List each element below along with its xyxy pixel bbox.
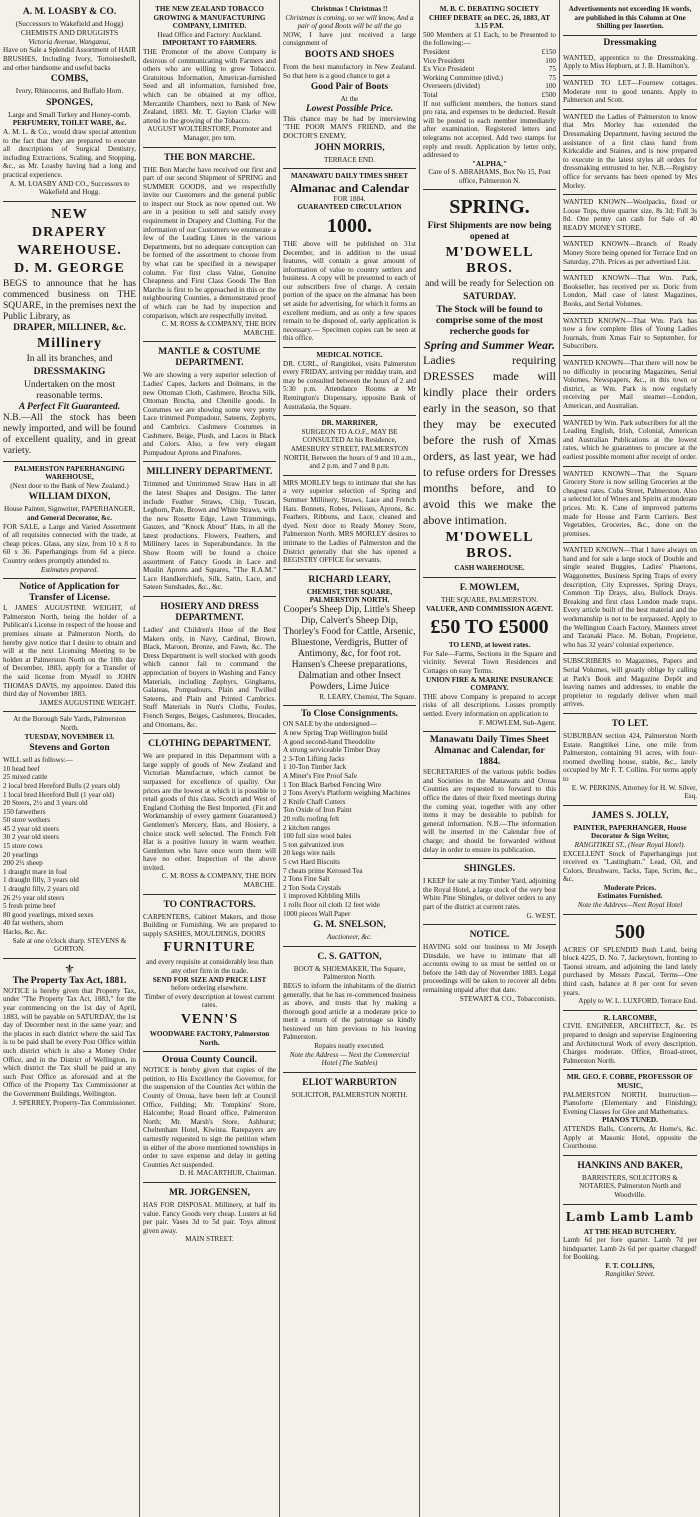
consign-list	[283, 729, 416, 918]
mowlem-ad	[423, 578, 556, 732]
prize-amount: £150	[541, 47, 556, 56]
consign-item: 1 rolls floor oil cloth 12 feet wide	[283, 900, 380, 909]
venn-sub: WOODWARE FACTORY, Palmerston North.	[149, 1030, 270, 1047]
mowlem-name: F. MOWLEM,	[459, 583, 520, 594]
consign-item: 2 Tons Avery's Platform weighing Machines	[283, 789, 411, 798]
stewart-body: HAVING sold our business to Mr Joseph Dinsdale, we have to intimate that all accounts owing to us must be settled on or before the 14th day of November 1883. Legal proceedings will be taken to recover all debts remaining unpaid after that date.	[423, 943, 556, 995]
contractors-heading: TO CONTRACTORS.	[163, 899, 256, 910]
gatton-name: C. S. GATTON,	[317, 951, 382, 962]
venn-ad	[143, 895, 276, 1053]
warburton-name: ELIOT WARBURTON	[302, 1077, 397, 1088]
tax-signature: J. SPERREY, Property-Tax Commissioner.	[12, 1098, 136, 1107]
dixon-trade: House Painter, Signwriter, PAPERHANGER,	[4, 505, 135, 514]
wanted-8: WANTED KNOWN—That there will now be no difficulty in procuring Magazines, Serial Volumes, Newspapers, &c., in this town or district, as Wm. Park is now regularly receiving per Mail steamer—London, American, and Australian.	[563, 356, 697, 416]
dress-sub: Undertaken on the most reasonable terms.	[23, 379, 116, 401]
consign-item: 2 3-Ton Lifting Jacks	[283, 754, 345, 763]
note-address: Note the Address—Next Royal Hotel	[577, 901, 683, 910]
luxford-ad	[563, 915, 697, 1011]
larcombe-name: R. LARCOMBE,	[603, 1013, 657, 1022]
tobacco-signature: AUGUST WOLTERSTORF, Promoter and Manager, pro tem.	[147, 125, 272, 142]
almanac-year: FOR 1884.	[333, 194, 366, 203]
larcombe-body: CIVIL ENGINEER, ARCHITECT, &c. IS prepared to design and supervise Engineering and Architectural Work of every description. Charges moderate. Office, Broad-street, Palmerston North.	[563, 1022, 697, 1065]
times2-body: SECRETARIES of the various public bodies and Societies in the Manawatu and Oroua Counties are requested to forward to this office the dates of their fixed meetings during the coming year, together with any other items it may be desirable to publish for general information. N.B.—The information will be inserted in the Calendar free of charge; and should be forwarded without delay in order to ensure its publication.	[423, 768, 556, 854]
jorgensen-title: MR. JORGENSEN,	[168, 1187, 251, 1198]
consign-item: 5 ton galvanized iron	[283, 840, 344, 849]
stock-item: 45 2 year old steers	[3, 824, 59, 833]
contractors-body: CARPENTERS, Cabinet Makers, and those Building or Furnishing. We are prepared to supply SASHES, MOULDINGS, DOORS	[143, 912, 276, 938]
consignments-ad	[283, 706, 416, 946]
leary-name: RICHARD LEARY,	[308, 574, 391, 585]
dressmaking-heading-5: Dressmaking	[603, 37, 657, 48]
larcombe-ad	[563, 1011, 697, 1071]
stock-item: 20 yearlings	[3, 850, 39, 859]
stevens-signature: Sale at one o'clock sharp. STEVENS & GORTON.	[12, 936, 127, 954]
tobacco-ad	[143, 2, 276, 148]
shingles-ad	[423, 859, 556, 925]
times-sheet: MANAWATU DAILY TIMES SHEET	[290, 172, 409, 181]
license-body: I, JAMES AUGUSTINE WEIGHT, of Palmerston North, being the holder of a Publican's License in respect of the house and premises situate at Palmerston North, do hereby give notice that I desire to obtain and will at the next Licensing Meeting to be holden at Palmerston North on the 10th day of December, 1883, apply for a Transfer of the said license from Myself to JOHN THOMAS DAVIS, my appointee. Dated this third day of November 1883.	[3, 604, 136, 699]
hankins-ad	[563, 1156, 697, 1205]
george-name: D. M. GEORGE	[14, 260, 125, 276]
clothing-ad	[143, 734, 276, 895]
prize-row	[423, 74, 556, 83]
mowlem-valuer: VALUER, AND COMMISSION AGENT.	[426, 604, 553, 613]
marriner-body: SURGEON TO A.O.F., MAY BE CONSULTED At his Residence, AMESBURY STREET, PALMERSTON NORTH, Between the hours of 9 and 10 a.m., and 2 p.m. and 7 and 8 p.m.	[283, 427, 416, 471]
union-title: UNION FIRE & MARINE INSURANCE COMPANY.	[426, 675, 553, 693]
medical-ad	[283, 348, 416, 416]
lamb-body: Lamb 6d per fore quarter. Lamb 7d per hindquarter. Lamb 2s 6d per quarter charged! for Booking.	[563, 1236, 697, 1262]
furniture-body: and every requisite at considerably less than any other firm in the trade.	[146, 958, 273, 976]
boots-body: From the best manufactory in New Zealand. So that here is a good chance to get a	[283, 62, 416, 80]
medical-body: DR. CURL, of Rangitikei, visits Palmerston every FRIDAY, arriving per midday train, and may be consulted between the hours of 2 and 5:30 p.m. Attendance Rooms at Mr Remington's Dispensary, opposite Bank of Australasia, the Square.	[283, 359, 416, 411]
tobacco-office: Head Office and Factory: Auckland.	[157, 30, 262, 39]
mantle-title: MANTLE & COSTUME DEPARTMENT.	[158, 347, 261, 369]
stock-found: The Stock will be found to comprise some of the most recherche goods for	[435, 305, 544, 338]
consign-item: Ton Oxide of Iron Paint	[283, 806, 352, 815]
loasby-address: Victoria Avenue, Wanganui,	[28, 36, 111, 46]
mantle-body: We are showing a very superior selection of Ladies' Capes, Jackets and Dolmans, in the new Ottoman Cloth, Cashmere, Brocha Silk, Ottoman Brocha, and Chenille goods. In Costumes we are showing some very pretty Lace trimmed Pompadour, Sateens, Zephyrs, and Cambrics. Cashmere Costumes in Cashmere, Beige, Plush, and Laces in Black and Colors. Also, a few very elegant Pompadour Aprons and Pinafores.	[143, 371, 276, 457]
bon-marche-body: THE Bon Marche have received our first and part of our second Shipment of SPRING and SUMMER GOODS, and we respectfully invite our Customers and the general public to inspect our Stock as now opened out. We are in a position to sell and satisfy every requirement in Drapery and Clothing. For the information of our Customers we enumerate a few of the Leading Lines in the various Departments, but no adequate conception can be formed of the assortment to choose from by what can be specified in a newspaper column. For first class Value, Genuine Cheapness and First Class Goods The Bon Marche is first to be approached in this or the neighbouring Counties, a demonstrated proof of which can be had by inspection and comparison, which are respectfully invited.	[143, 165, 276, 320]
column-4	[420, 0, 560, 1517]
stock-item: 50 store wethers	[3, 816, 51, 825]
circulation-number: 1000.	[327, 214, 372, 237]
prize-row	[423, 91, 556, 100]
wanted-3: WANTED the Ladies of Palmerston to know that Mrs Morley has extended the Dressmaking Department, having secured the assistance of a first class hand from Kirkcaldie and Staines, and is now prepared to execute in the latest styles all orders for dressmaking entrusted to her. N.B.—Registry office for servants has been opened by Mrs Morley.	[563, 110, 697, 195]
consign-item: 100 full size wool bales	[283, 832, 352, 841]
prize-label: Vice President	[423, 56, 465, 65]
prize-label: Total	[423, 90, 438, 99]
mdowell-ad	[423, 190, 556, 578]
consign-item: 2 kitchen ranges	[283, 823, 331, 832]
gatton-ad	[283, 947, 416, 1073]
suburban-body: SUBURBAN section 424, Palmerston North Estate. Rangitikei Line, one mile from Palmerston, containing 91 acres, with four-roomed dwelling house, stable, &c., lately occupied by Mr F. T. Collins. For terms apply to	[563, 731, 697, 783]
george-body: BEGS to announce that he has commenced business on THE SQUARE, in the premises next the Public Library, as	[3, 278, 136, 322]
stock-item: 1 draught filly, 3 years old	[3, 876, 79, 885]
consign-item: 5 cwt Hard Biscuits	[283, 857, 340, 866]
almanac-title: Almanac and Calendar	[289, 180, 410, 195]
times-calendar-ad	[423, 732, 556, 859]
morris-ad	[283, 2, 416, 169]
stock-item: 200 2½ sheep	[3, 859, 43, 868]
mdowell-name: M'DOWELL BROS.	[445, 245, 534, 277]
five-hundred: 500	[615, 920, 645, 943]
attends-body: ATTENDS Balls, Concerts, At Home's, &c. Apply at Masonic Hotel, opposite the Courthouse.	[563, 1124, 697, 1151]
stock-item: Hacks, &c. &c.	[3, 928, 48, 937]
xmas-rhyme: Christmas is coming, so we will know, And a pair of good Boots will be all the go	[285, 13, 414, 31]
cash-warehouse: CASH WAREHOUSE.	[454, 564, 525, 573]
oroua-body: NOTICE is hereby given that copies of the petition, to His Excellency the Governor, for the suspension of the Counties Act within the County of Oroua, have been left at Council Office, Feilding; Mr. Tompkins' Store, Halcombe; Road Board office, Palmerston North; Mr. Marsh's Store, Ashhurst; Cheltenham Hotel, Kiwitea. Ratepayers are earnestly requested to sign the petition when in either of the above mentioned townships in order to save expense and delay in getting Counties Act suspended.	[143, 1066, 276, 1169]
stock-item: 150 fatwethers	[3, 807, 46, 816]
loasby-dentistry: A. M. L. & Co., would draw special attention to the fact that they are prepared to execute all descriptions of Surgical Dentistry, including Extractions, Scaling, and Stopping, &c., as Mr. Loasby having had a long and practical experience.	[3, 127, 136, 179]
consign-item: 1 Ton Black Barbed Fencing Wire	[283, 780, 382, 789]
george-nb: N.B.—All the stock has been newly imported, and will be found of excellent quality, and in great variety.	[3, 412, 136, 456]
gatton-repairs: Repairs neatly executed.	[314, 1042, 385, 1051]
millinery-dept-body: Trimmed and Untrimmed Straw Hats in all the latest Shapes and Designs. The latter include Feather Straws, Chip, Tuscan, Leghorn, Pale, Brown and White Straws, with the new Rosette Edge, Lawn Trimmings, Gauzes, and "Knock About" Hats, in all the latest productions. Flowers, Feathers, and Millinery laces in Superabundance. In the Show Room will be found a choice assortment of Fancy Goods in Lace and Muslin Aprons and Squares, "The R.A.M." Lace Handkerchiefs, Silk, Satin, Lace, and Sateen Sunshades, &c., &c.	[143, 480, 276, 592]
debate-date: CHIEF DEBATE on DEC. 26, 1883, AT 3.15 P.M.	[428, 13, 551, 31]
cobbe-body: PALMERSTON NORTH. Instruction—Pianoforte (Elementary and Finishing); Evening Classes for Glee and Mathematics.	[563, 1090, 697, 1116]
hosiery-body: Ladies' and Children's Hose of the Best Makers only, in Navy, Cardinal, Brown, Black, Maroon, Bronze, and Fawn, &c. The Dress Department is well stocked with goods which cannot fail to command the appreciation of buyers in Washing and Fancy Materials, including Zephyrs, Ginghams, Galateas, Pompadours, Plain and Twilled Sateens, and Plain and Printed Cambrics. Stuff Materials in Nun's Cloths, Foules, French Serges, Beiges, Cashmeres, Brocades, and Ottomans, &c.	[143, 626, 276, 729]
column-1	[0, 0, 140, 1517]
loasby-signature: A. M. LOASBY AND CO., Successors to Wakefield and Hogg.	[9, 179, 130, 197]
tobacco-body: THE Promoter of the above Company is desirous of communicating with Farmers and others who are willing to grow Tobacco. Gratuitous Information, American-furnished Seed and all information, furnished free, which can be obtained at my office, Mercantile Chambers, next to Bank of New Zealand, 1883. Mr. T. Gayton Clarke will attend to the growing of the Tobacco.	[143, 47, 276, 125]
dixon-decorator: and General Decorator, &c.	[27, 514, 112, 523]
wanted-10: WANTED KNOWN—That the Square Grocery Store is now selling Groceries at the cheapest rates. Cuba Street, Palmerston. Also a selected lot of Wines and Spirits at moderate prices. Mr. K. Cane of improved patterns made for House and Farm Carriers. Best Vegetables, Groceries, &c., done on the premises.	[563, 467, 697, 544]
jorgensen-body: HAS FOR DISPOSAL Millinery, at half its value. Fancy Goods very cheap. Lusters at 6d per pair. Vases 3d to 5d pair. Toys almost given away.	[143, 1200, 276, 1235]
stock-item: 40 fat wethers, shorn	[3, 919, 64, 928]
drapery-heading: DRAPERY	[32, 224, 107, 240]
jolly-ad	[563, 806, 697, 915]
dixon-name: WILLIAM DIXON,	[28, 492, 111, 503]
paperhanging-sub: (Next door to the Bank of New Zealand.)	[10, 481, 129, 490]
spring-heading: SPRING.	[449, 196, 530, 219]
stevens-ad	[3, 712, 136, 958]
stewart-notice	[423, 925, 556, 1007]
jorgensen-address: MAIN STREET.	[185, 1235, 234, 1244]
acres-body: ACRES OF SPLENDID Bush Land, being block 4225, D. No. 7, Jackeytown, fronting to Taonui stream, and adjoining the land lately purchased by Messrs Pascal, Terms—One third cash, balance at 8 per cent for seven years.	[563, 945, 697, 997]
consign-item: 20 kegs wire nails	[283, 849, 336, 858]
shingles-signature: G. WEST.	[526, 911, 556, 920]
good-pair: Good Pair of Boots	[310, 82, 389, 93]
spring-summer: Spring and Summer Wear.	[424, 338, 555, 353]
debating-ad	[423, 2, 556, 190]
lend-line: TO LEND, at lowest rates.	[448, 641, 531, 650]
warburton-ad	[283, 1073, 416, 1104]
loasby-title: A. M. LOASBY & CO.	[22, 7, 117, 17]
consign-item: 1 10-Ton Timber Jack	[283, 763, 347, 772]
money-heading: £50 TO £5000	[430, 616, 549, 639]
dixon-estimates: Estimates prepared.	[40, 565, 99, 574]
millinery-heading: Millinery	[37, 335, 102, 351]
alpha-name: "ALPHA,"	[472, 159, 507, 168]
wanted-1: WANTED, apprentice to the Dressmaking. Apply to Miss Hepburn, at J. B. Hamilton's.	[563, 51, 697, 76]
jolly-address: RANGITIKEI ST., (Near Royal Hotel).	[574, 840, 686, 849]
rates-notice	[563, 2, 697, 36]
consign-item: A new Spring Trap Wellington build	[283, 729, 388, 738]
consign-item: 1000 pieces Wall Paper	[283, 909, 351, 918]
luxford-signature: Apply to W. L. LUXFORD, Terrace End.	[578, 997, 697, 1006]
almanac-ad	[283, 169, 416, 348]
perfumery-line: PERFUMERY, TOILET WARE, &c.	[12, 119, 127, 128]
alpha-address: Care of S. ABRAHAMS, Box No 15, Post office, Palmerston N.	[428, 168, 551, 185]
consign-item: 1 improved Kibbling Mills	[283, 892, 361, 901]
prize-row	[423, 65, 556, 74]
stock-item: 26 2½ year old steers	[3, 893, 65, 902]
cobbe-ad	[563, 1070, 697, 1155]
prize-row	[423, 48, 556, 57]
farmers-heading: IMPORTANT TO FARMERS.	[162, 39, 257, 48]
clothing-body: We are prepared in this Department with a large supply of goods of New Zealand and Victorian Manufacture, which cannot be surpassed for excellence of quality. Our prices are the lowest at which it is possible to retail goods of this class. Scotch and West of England Clothing the Best Imported. (Fit and Workmanship of every garment Guaranteed.) Gentlemen's Mercery, Hats, and Hosiery, a choice stock well selected. The French Felt Hat is a positive luxury in warm weather. Gentlemen who have once worn them will have no other. Inspection of the above invited.	[143, 752, 276, 872]
prize-amount: 75	[548, 73, 556, 82]
lamb-heading: Lamb Lamb Lamb	[565, 1209, 695, 1225]
hankins-sub: BARRISTERS, SOLICITORS & NOTARIES, Palmerston North and Woodville.	[579, 1173, 681, 1199]
pianos-tuned: PIANOS TUNED.	[602, 1116, 658, 1125]
paperhanging-title: PALMERSTON PAPERHANGING WAREHOUSE,	[14, 464, 125, 482]
bon-marche-ad	[143, 148, 276, 343]
lowest-price: Lowest Possible Price.	[305, 103, 394, 114]
marriner-ad	[283, 416, 416, 476]
prize-row	[423, 57, 556, 66]
mdowell-name-2: M'DOWELL BROS.	[445, 530, 534, 562]
butchery-line: AT THE HEAD BUTCHERY.	[583, 1227, 677, 1236]
millinery-dept-ad	[143, 462, 276, 597]
prize-label: President	[423, 47, 450, 56]
consign-title: To Close Consignments.	[300, 709, 399, 720]
snelson-name: G. M. SNELSON,	[313, 920, 386, 931]
boots-heading: BOOTS AND SHOES	[304, 49, 395, 60]
collins-address: Rangitikei Street.	[605, 1270, 655, 1279]
gatton-sub: BOOT & SHOEMAKER, The Square, Palmerston North.	[293, 964, 406, 982]
leary-ad	[283, 570, 416, 707]
boots-body-3: This chance may be had by interviewing "THE POOR MAN'S FRIEND, and the DOCTOR'S ENEMY,	[283, 114, 416, 140]
wanted-11: WANTED KNOWN—That I have always on hand and for sale a large stock of Double and single seated Buggies, Ladies' Phaetons, Waggonettes, Business Spring Traps of every description, City Expresses, Spring Drays, Common Tip Drays, also, Bullock Drays. Breaking and first class London made traps. Every article built of the best material and the workmanship is not to be surpassed. Apply to the Wellington Coach Factory, Manners street and Taranaki Place. M. Bohan, Proprietor, who has 32 years' colonial experience.	[563, 543, 697, 654]
george-ad	[3, 202, 136, 462]
stevens-title: Stevens and Gorton	[29, 743, 110, 754]
almanac-body: THE above will be published on 31st December, and in addition to the usual features, will contain a great amount of information of value to country settlers and business. A copy will be presented to each of our subscribers free of charge. A certain portion of the space on the almanac has been set aside for advertising, for which it forms an excellent medium, and as only a few spaces remain to be disposed of, early application is necessary.— Specimen copies can be seen at this office.	[283, 239, 416, 343]
circulation-label: GUARANTEED CIRCULATION	[297, 203, 402, 212]
warburton-title: SOLICITOR, PALMERSTON NORTH.	[291, 1090, 408, 1099]
prize-label: Overseers (divided)	[423, 82, 480, 91]
combs-heading: COMBS,	[50, 74, 89, 85]
consign-item: A strong serviceable Timber Dray	[283, 746, 381, 755]
stock-item: 1 local bred Hereford Bull (1 year old)	[3, 790, 115, 799]
sale-date: TUESDAY, NOVEMBER 13.	[24, 732, 115, 741]
stock-item: 2 local bred Hereford Bulls (2 years old)	[3, 781, 120, 790]
bon-marche-title: THE BON MARCHE.	[163, 152, 256, 163]
prize-amount: 100	[545, 82, 556, 91]
draper-line: DRAPER, MILLINER, &c.	[13, 322, 126, 333]
ready-line: and will be ready for Selection on	[425, 279, 554, 290]
cobbe-name: MR. GEO. F. COBBE, PROFESSOR OF MUSIC,	[566, 1073, 694, 1090]
license-notice	[3, 579, 136, 712]
wanted-6: WANTED KNOWN—That Wm. Park, Bookseller, has received per ss. Doric from London, Mail case of latest Magazines, Books, and Serial Volumes.	[563, 271, 697, 313]
saturday-heading: SATURDAY.	[463, 292, 516, 303]
oroua-ad	[143, 1052, 276, 1183]
clothing-signature: C. M. ROSS & COMPANY, THE BON MARCHE.	[161, 872, 276, 890]
morris-name: JOHN MORRIS,	[314, 142, 385, 153]
tax-title: The Property Tax Act, 1881.	[12, 975, 127, 986]
consign-item: 20 rolls roofing felt	[283, 815, 340, 823]
dresses-body: Ladies requiring DRESSES made will kindly place their orders early in the season, so that they may be executed before the rush of Xmas orders, as last year, we had to refuse orders for Dresses months before, and to avoid this we make the above intimation.	[423, 353, 556, 528]
wanted-7: WANTED KNOWN—That Wm. Park has now a few complete files of Young Ladies Journals, from Xmas Fair to September, for Subscribers.	[563, 314, 697, 356]
stock-item: 30 2 year old steers	[3, 833, 59, 842]
leary-dips: Cooper's Sheep Dip, Little's Sheep Dip, Calvert's Sheep Dip, Thorley's Food for Cattle, Arsenic, Bluestone, Verdigris, Butter of Antimony, &c, for foot rot. Hansen's Cheese preparations, Dalmatian and other Insect Powders, Lime Juice	[283, 604, 416, 692]
prize-amount: £500	[541, 90, 556, 99]
stock-item: 20 Steers, 2½ and 3 years old	[3, 799, 88, 808]
millinery-dept-title: MILLINERY DEPARTMENT.	[146, 467, 273, 478]
prize-amount: 100	[545, 56, 556, 65]
debate-members: 500 Members at £1 Each, to be Presented to the following:—	[423, 30, 556, 48]
union-signature: F. MOWLEM, Sub-Agent.	[478, 718, 556, 727]
union-body: THE above Company is prepared to accept risks of all descriptions. Losses promptly settled. Every information on application to	[423, 692, 556, 718]
coat-of-arms-icon: ⚜	[64, 961, 75, 976]
combs-body: Ivory, Rhinoceros, and Buffalo Horn.	[15, 87, 124, 96]
hosiery-ad	[143, 597, 276, 734]
oroua-title: Oroua County Council.	[161, 1055, 258, 1066]
license-signature: JAMES AUGUSTINE WEIGHT.	[39, 698, 136, 707]
sale-yards: At the Borough Sale Yards, Palmerston North.	[13, 715, 126, 732]
at-the: At the	[340, 95, 359, 104]
morley-ad	[283, 476, 416, 570]
timber-line: Timber of every description at lowest current rates.	[144, 992, 275, 1010]
wanted-5: WANTED KNOWN—Branch of Ready Money Store being opened for Terrace End on Saturday, 27th. Prices as per advertised List.	[563, 237, 697, 271]
medical-title: MEDICAL NOTICE.	[316, 351, 383, 360]
jolly-body: EXCELLENT Stock of Paperhangings just received ex "Lastingham." Lead, Oil, and Colors, Brushware, Tacks, Tape, Scrim, &c., &c.	[563, 849, 697, 884]
snelson-sub: Auctioneer, &c.	[327, 933, 372, 942]
subscribers-notice: SUBSCRIBERS to Magazines, Papers and Serial Volumes, will greatly oblige by calling at Park's Book and Magazine Depôt and leaving names and addresses, to enable the proprietor to regularly deliver when mail arrives.	[563, 654, 697, 714]
new-heading: NEW	[51, 206, 88, 222]
consign-item: 2 Knife Chaff Cutters	[283, 797, 346, 806]
column-2	[140, 0, 280, 1517]
leary-chemist: CHEMIST, THE SQUARE, PALMERSTON NORTH.	[306, 587, 393, 605]
jolly-trade: PAINTER, PAPERHANGER, House Decorator & Sign Writer,	[573, 823, 687, 841]
collins-ad	[563, 1205, 697, 1284]
leary-signature: R. LEARY, Chemist, The Square.	[319, 692, 416, 701]
stewart-signature: STEWART & CO., Tobacconists.	[459, 994, 556, 1003]
tobacco-title: THE NEW ZEALAND TOBACCO GROWING & MANUFACTURING COMPANY, LIMITED.	[153, 5, 266, 31]
column-5	[560, 0, 700, 1517]
clothing-title: CLOTHING DEPARTMENT.	[148, 739, 271, 750]
consign-item: A good second-hand Theodolite	[283, 737, 375, 746]
gatton-note: Note the Address — Next the Commercial Hotel (The Stables)	[289, 1050, 410, 1068]
venn-name: VENN'S	[180, 1012, 239, 1027]
mowlem-address: THE SQUARE, PALMERSTON.	[440, 596, 539, 605]
mantle-ad	[143, 342, 276, 462]
to-let-ad	[563, 714, 697, 806]
hosiery-title: HOSIERY AND DRESS DEPARTMENT.	[160, 602, 259, 624]
stock-item: 80 good yearlings, mixed sexes	[3, 910, 94, 919]
jorgensen-ad	[143, 1183, 276, 1248]
send-for-list: SEND FOR SIZE AND PRICE LIST	[152, 975, 267, 984]
dixon-ad	[3, 462, 136, 580]
millinery-sub: In all its branches, and	[26, 353, 113, 364]
stevens-sub: WILL sell as follows:—	[3, 756, 73, 765]
spring-body: First Shipments are now being opened at	[427, 221, 552, 243]
consign-item: 2 Ton Soda Crystals	[283, 883, 341, 892]
moderate-prices: Moderate Prices.	[603, 883, 657, 892]
sponges-heading: SPONGES,	[46, 97, 93, 108]
shingles-title: SHINGLES.	[464, 864, 515, 875]
to-let-title: TO LET.	[611, 718, 649, 729]
times2-title: Manawatu Daily Times Sheet Almanac and Calendar, for 1884.	[429, 735, 550, 768]
prize-amount: 75	[548, 65, 556, 74]
wanted-9: WANTED by Wm. Park subscribers for all the Leading English, Irish, Colonial, American and Australian Publications at the lowest rates, which he guarantees to procure at the earliest possible moment after receipt of order.	[563, 416, 697, 467]
debating-title: M. B. C. DEBATING SOCIETY	[439, 5, 540, 13]
consign-item: 2 Tons Fine Salt	[283, 875, 330, 884]
gatton-body: BEGS to inform the inhabitants of the district generally, that he has re-commenced business as above, and trusts that by making a thorough good article at a moderate price to merit a return of the patronage so kindly bestowed on him previous to his leaving Palmerston.	[283, 981, 416, 1042]
sponges-body: Large and Small Turkey and Honey-comb.	[8, 110, 131, 119]
marriner-title: DR. MARRINER,	[321, 419, 378, 428]
prize-label: Working Committee (divd.)	[423, 73, 503, 82]
prize-label: Ex Vice President	[423, 65, 475, 74]
tax-body: NOTICE is hereby given that Property Tax, under "The Property Tax Act, 1883," for the year commencing on the 1st day of April, 1883, will be payable on SATURDAY, the 1st day of December next in the same year; and the places in each district where the said Tax is to be paid shall be every Post Office within such district which is also a Money Order Office, and in the District of Wellington, in which district the Tax shall be paid at any such Post Office as aforesaid and at the Office of the Property Tax Commissioner at the Government Buildings, Wellington.	[3, 986, 136, 1098]
column-3	[280, 0, 420, 1517]
stock-list	[3, 765, 136, 937]
consign-sub: ON SALE by the undersigned—	[283, 720, 377, 729]
stock-item: 10 head beef	[3, 764, 40, 773]
farms-body: For Sale—Farms, Sections in the Square and vicinity. Several Town Residences and Cottages on easy Terms.	[423, 649, 556, 676]
perkins-signature: E. W. PERKINS, Attorney for H. W. Silver, Esq.	[571, 783, 697, 801]
morris-address: TERRACE END.	[323, 155, 376, 164]
wanted-2: WANTED TO LET—Fournew cottages. Moderate rent to good tenants. Apply to Palmerson and Scott.	[563, 76, 697, 110]
rates-text: Advertisements not exceeding 16 words, are published in this Column at One Shilling per Insertion.	[568, 5, 692, 31]
stewart-title: NOTICE.	[469, 930, 510, 941]
furniture-heading: FURNITURE	[163, 940, 256, 956]
prize-row	[423, 82, 556, 91]
boots-intro: NOW, I have just received a large consignment of	[283, 30, 416, 48]
loasby-ad	[3, 2, 136, 202]
xmas-heading: Christmas ! Christmas !!	[311, 5, 388, 13]
bon-marche-signature: C. M. ROSS & COMPANY, THE BON MARCHE.	[161, 320, 276, 337]
consign-item: 7 cheats prime Kerosed Tea	[283, 866, 363, 875]
dixon-body: FOR SALE, a Large and Varied Assortment of all requisites connected with the trade, at cheap prices. Glass, any size, from 10 x 8 to 60 x 36. Paperhangings from 6d a piece. Country orders promptly attended to.	[3, 522, 136, 566]
warehouse-heading: WAREHOUSE.	[17, 242, 122, 258]
morley-body: MRS MORLEY begs to intimate that she has a very superior selection of Spring and Summer Millinery, Straws, Lace and French Hats. Bonnets, Robes, Pelisses, Aprons, &c. Feathers, Ribbons, and Lace, cleaned and dyed. Next door to Ready Money Store, Palmerston North. MRS MORLEY desires to intimate to the Ladies of Palmerston and the District generally that she has opened a REGISTRY OFFICE for servants.	[283, 478, 416, 565]
oroua-signature: D. H. MACARTHUR, Chairman.	[179, 1169, 276, 1178]
send-sub: before ordering elsewhere.	[171, 984, 248, 993]
debate-body: If not sufficient members, the honors stand pro rata, and expenses to be deducted. Result will be posted to each member immediately after examination. Registered letters and telegrams not accepted. Add two stamps for reply and result. Application by letter only, addressed to	[423, 99, 556, 160]
dressmaking-heading: DRESSMAKING	[33, 366, 106, 377]
consign-item: A Miner's Fire Proof Safe	[283, 772, 357, 781]
estimates-furnished: Estimates Furnished.	[597, 892, 663, 901]
stock-item: 15 store cows	[3, 842, 43, 851]
collins-name: F. T. COLLINS,	[605, 1261, 655, 1270]
jolly-name: JAMES S. JOLLY,	[591, 810, 669, 821]
stock-item: 1 draught mare in foal	[3, 867, 67, 876]
tax-notice	[3, 959, 136, 1111]
hankins-name: HANKINS AND BAKER,	[577, 1160, 683, 1171]
wanted-4: WANTED KNOWN—Woolpacks, fixed or Loose Tops, three quarter size, 8s 3d; Full 3s 8d. One penny can cash for Sale of 40 READY MONEY STORE.	[563, 195, 697, 237]
stock-item: 1 draught filly, 2 years old	[3, 885, 79, 894]
fit-guarantee: A Perfect Fit Guaranteed.	[18, 401, 121, 412]
shingles-body: I KEEP for sale at my Timber Yard, adjoining the Royal Hotel, a large stock of the very best White Pine Shingles, or deliver orders to any part of the district at current rates.	[423, 877, 556, 911]
license-title: Notice of Application for Transfer of License.	[19, 582, 120, 604]
loasby-body: Have on Sale a Splendid Assortment of HAIR BRUSHES, Including Ivory, Tortoiseshell, and other handsome and useful backs	[3, 46, 136, 72]
prize-list	[423, 48, 556, 100]
loasby-subtitle: (Successors to Wakefield and Hogg) CHEMISTS AND DRUGGISTS	[15, 19, 124, 37]
stock-item: 5 fresh prime beef	[3, 902, 56, 911]
stock-item: 25 mixed cattle	[3, 773, 48, 782]
